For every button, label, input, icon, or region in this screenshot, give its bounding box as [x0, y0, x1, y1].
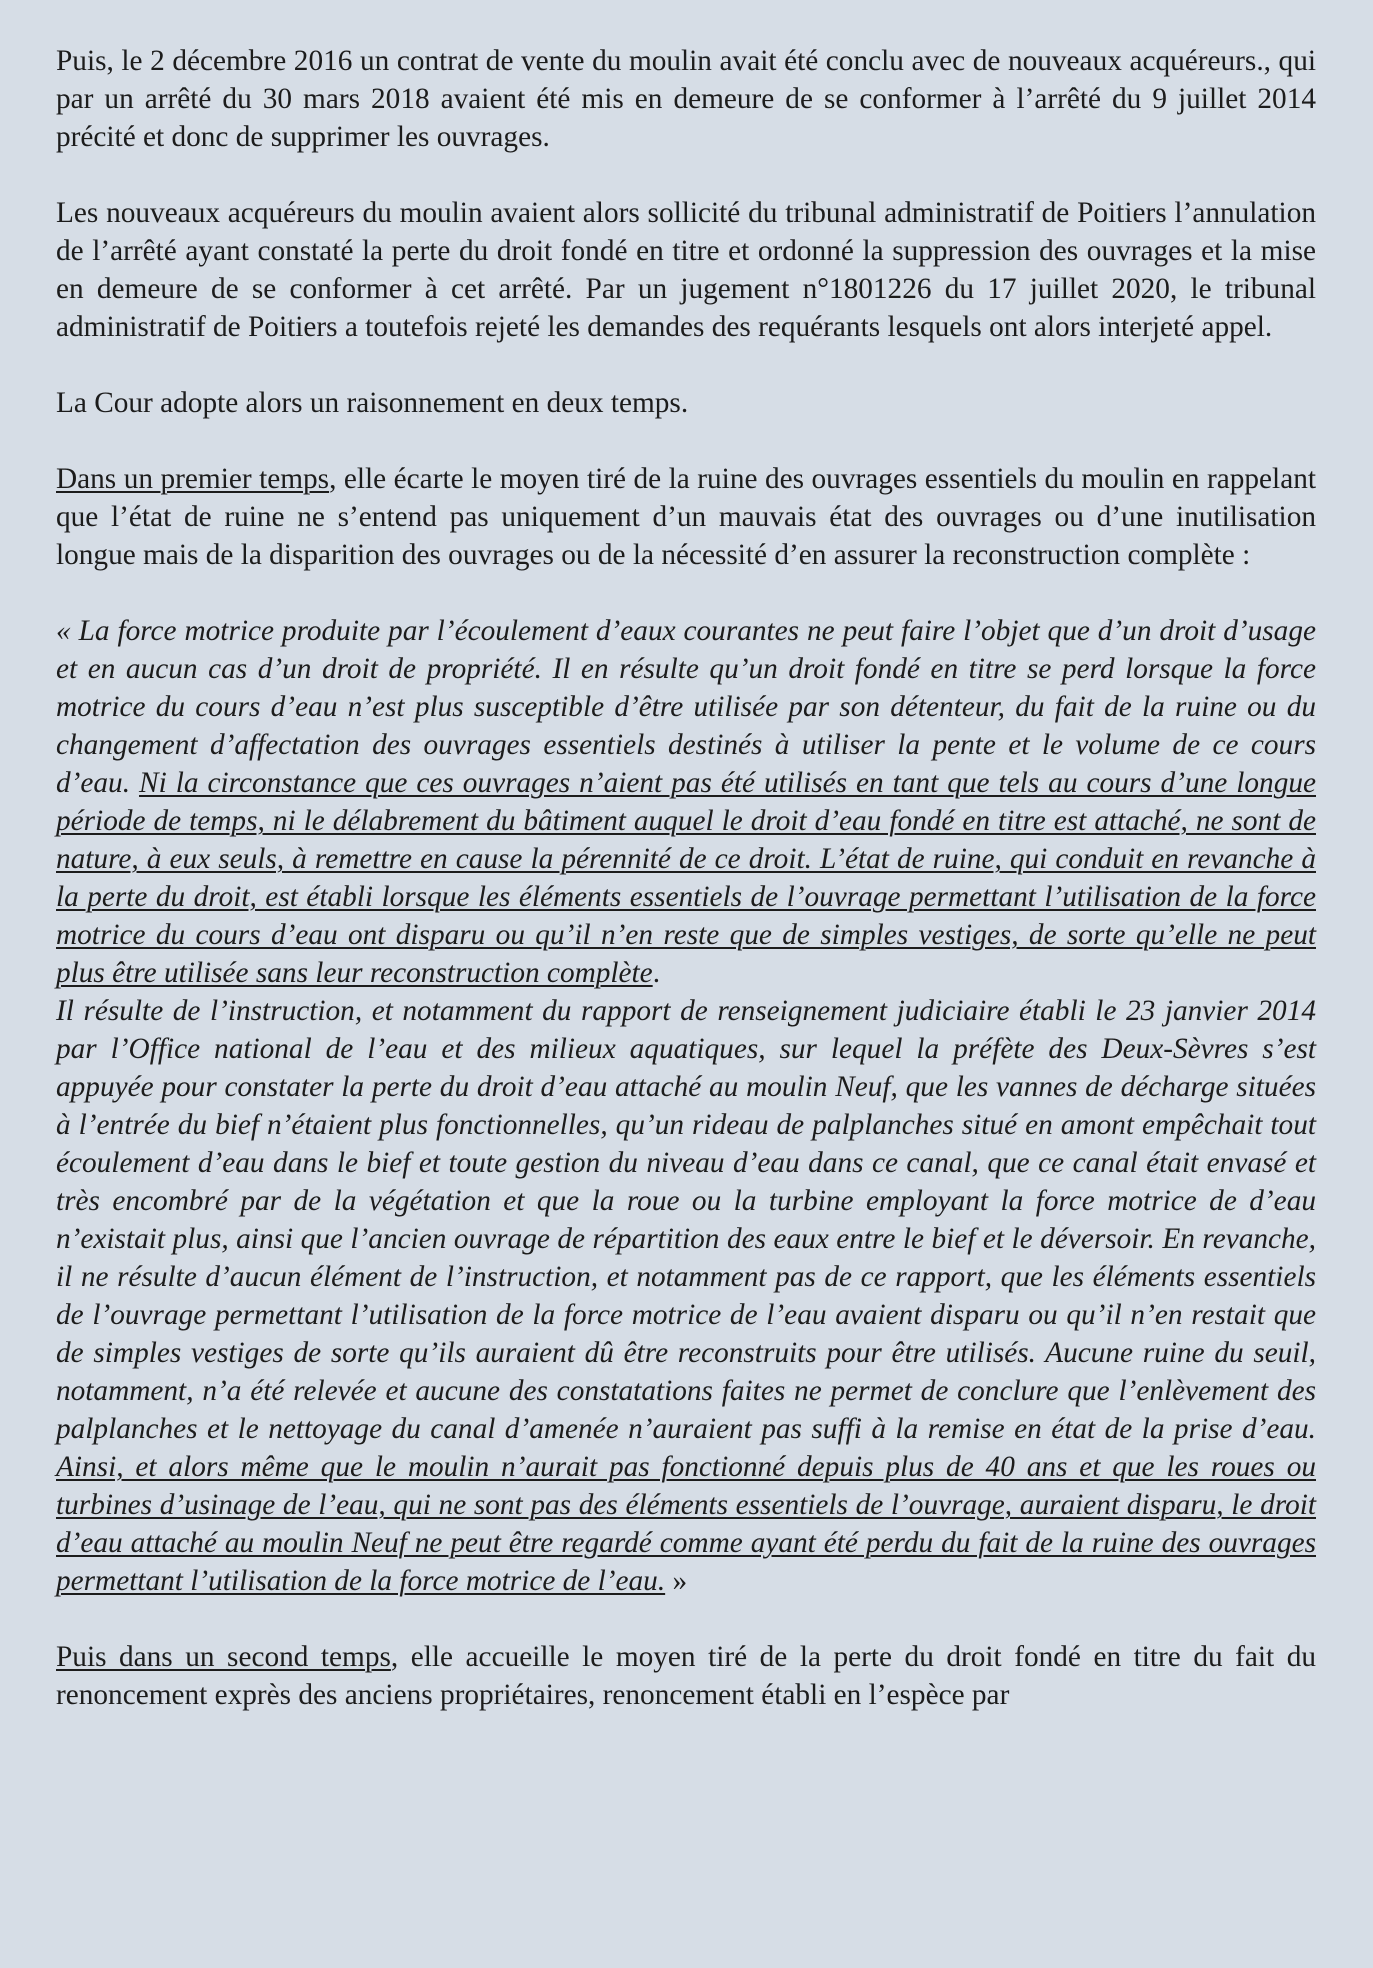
- paragraph-new-buyers: Les nouveaux acquéreurs du moulin avaient alors sollicité du tribunal administratif de Poitiers l’annulation de l’arrêté ayant constaté la perte du droit fondé en titre et ordonné la suppression des ouvrages et la mise en demeure de se conformer à cet arrêté. Par un jugement n°1801226 du 17 juillet 2020, le tribunal administratif de Poitiers a toutefois rejeté les demandes des requérants lesquels ont alors interjeté appel.: [56, 197, 1316, 343]
- quote-2-close: »: [665, 1565, 688, 1597]
- quote-2-underlined: Ainsi, et alors même que le moulin n’aurait pas fonctionné depuis plus de 40 ans et que les roues ou turbines d’usinage de l’eau, qui ne sont pas des éléments essentiels de l’ouvrage, auraient disparu, le droit d’eau attaché au moulin Neuf ne peut être regardé comme ayant été perdu du fait de la ruine des ouvrages permettant l’utilisation de la force motrice de l’eau.: [56, 1451, 1316, 1597]
- quote-paragraph-1: [56, 612, 1316, 992]
- quote-1-underlined: Ni la circonstance que ces ouvrages n’aient pas été utilisés en tant que tels au cours d’une longue période de temps, ni le délabrement du bâtiment auquel le droit d’eau fondé en titre est attaché, ne sont de nature, à eux seuls, à remettre en cause la pérennité de ce droit. L’état de ruine, qui conduit en revanche à la perte du droit, est établi lorsque les éléments essentiels de l’ouvrage permettant l’utilisation de la force motrice du cours d’eau ont disparu ou qu’il n’en reste que de simples vestiges, de sorte qu’elle ne peut plus être utilisée sans leur reconstruction complète: [56, 767, 1316, 989]
- paragraph-court-reasoning: La Cour adopte alors un raisonnement en deux temps.: [56, 387, 689, 419]
- quote-2-text: Il résulte de l’instruction, et notamment du rapport de renseignement judiciaire établi le 23 janvier 2014 par l’Office national de l’eau et des milieux aquatiques, sur lequel la préfète des Deux-Sèvres s’est appuyée pour constater la perte du droit d’eau attaché au moulin Neuf, que les vannes de décharge situées à l’entrée du bief n’étaient plus fonctionnelles, qu’un rideau de palplanches situé en amont empêchait tout écoulement d’eau dans le bief et toute gestion du niveau d’eau dans ce canal, que ce canal était envasé et très encombré par de la végétation et que la roue ou la turbine employant la force motrice de d’eau n’existait plus, ainsi que l’ancien ouvrage de répartition des eaux entre le bief et le déversoir. En revanche, il ne résulte d’aucun élément de l’instruction, et notamment pas de ce rapport, que les éléments essentiels de l’ouvrage permettant l’utilisation de la force motrice de l’eau avaient disparu ou qu’il n’en restait que de simples vestiges de sorte qu’ils auraient dû être reconstruits pour être utilisés. Aucune ruine du seuil, notamment, n’a été relevée et aucune des constatations faites ne permet de conclure que l’enlèvement des palplanches et le nettoyage du canal d’amenée n’auraient pas suffi à la remise en état de la prise d’eau.: [56, 995, 1316, 1445]
- paragraph-second-step: [56, 1638, 1316, 1714]
- second-step-text: , elle accueille le moyen tiré de la perte du droit fondé en titre du fait du renoncement exprès des anciens propriétaires, renoncement établi en l’espèce par: [56, 1641, 1316, 1711]
- paragraph-first-step: [56, 460, 1316, 574]
- second-step-heading: Puis dans un second temps: [56, 1641, 391, 1673]
- first-step-heading: Dans un premier temps: [56, 463, 330, 495]
- document-page: [56, 42, 1316, 1714]
- quote-1-text: « La force motrice produite par l’écoulement d’eaux courantes ne peut faire l’objet que d’un droit d’usage et en aucun cas d’un droit de propriété. Il en résulte qu’un droit fondé en titre se perd lorsque la force motrice du cours d’eau n’est plus susceptible d’être utilisée par son détenteur, du fait de la ruine ou du changement d’affectation des ouvrages essentiels destinés à utiliser la pente et le volume de ce cours d’eau.: [56, 615, 1316, 799]
- quote-1-period: .: [652, 957, 661, 989]
- paragraph-sale-contract: Puis, le 2 décembre 2016 un contrat de vente du moulin avait été conclu avec de nouveaux acquéreurs., qui par un arrêté du 30 mars 2018 avaient été mis en demeure de se conformer à l’arrêté du 9 juillet 2014 précité et donc de supprimer les ouvrages.: [56, 45, 1316, 153]
- first-step-text: , elle écarte le moyen tiré de la ruine des ouvrages essentiels du moulin en rappelant que l’état de ruine ne s’entend pas uniquement d’un mauvais état des ouvrages ou d’une inutilisation longue mais de la disparition des ouvrages ou de la nécessité d’en assurer la reconstruction complète :: [56, 463, 1316, 571]
- quote-paragraph-2: [56, 992, 1316, 1600]
